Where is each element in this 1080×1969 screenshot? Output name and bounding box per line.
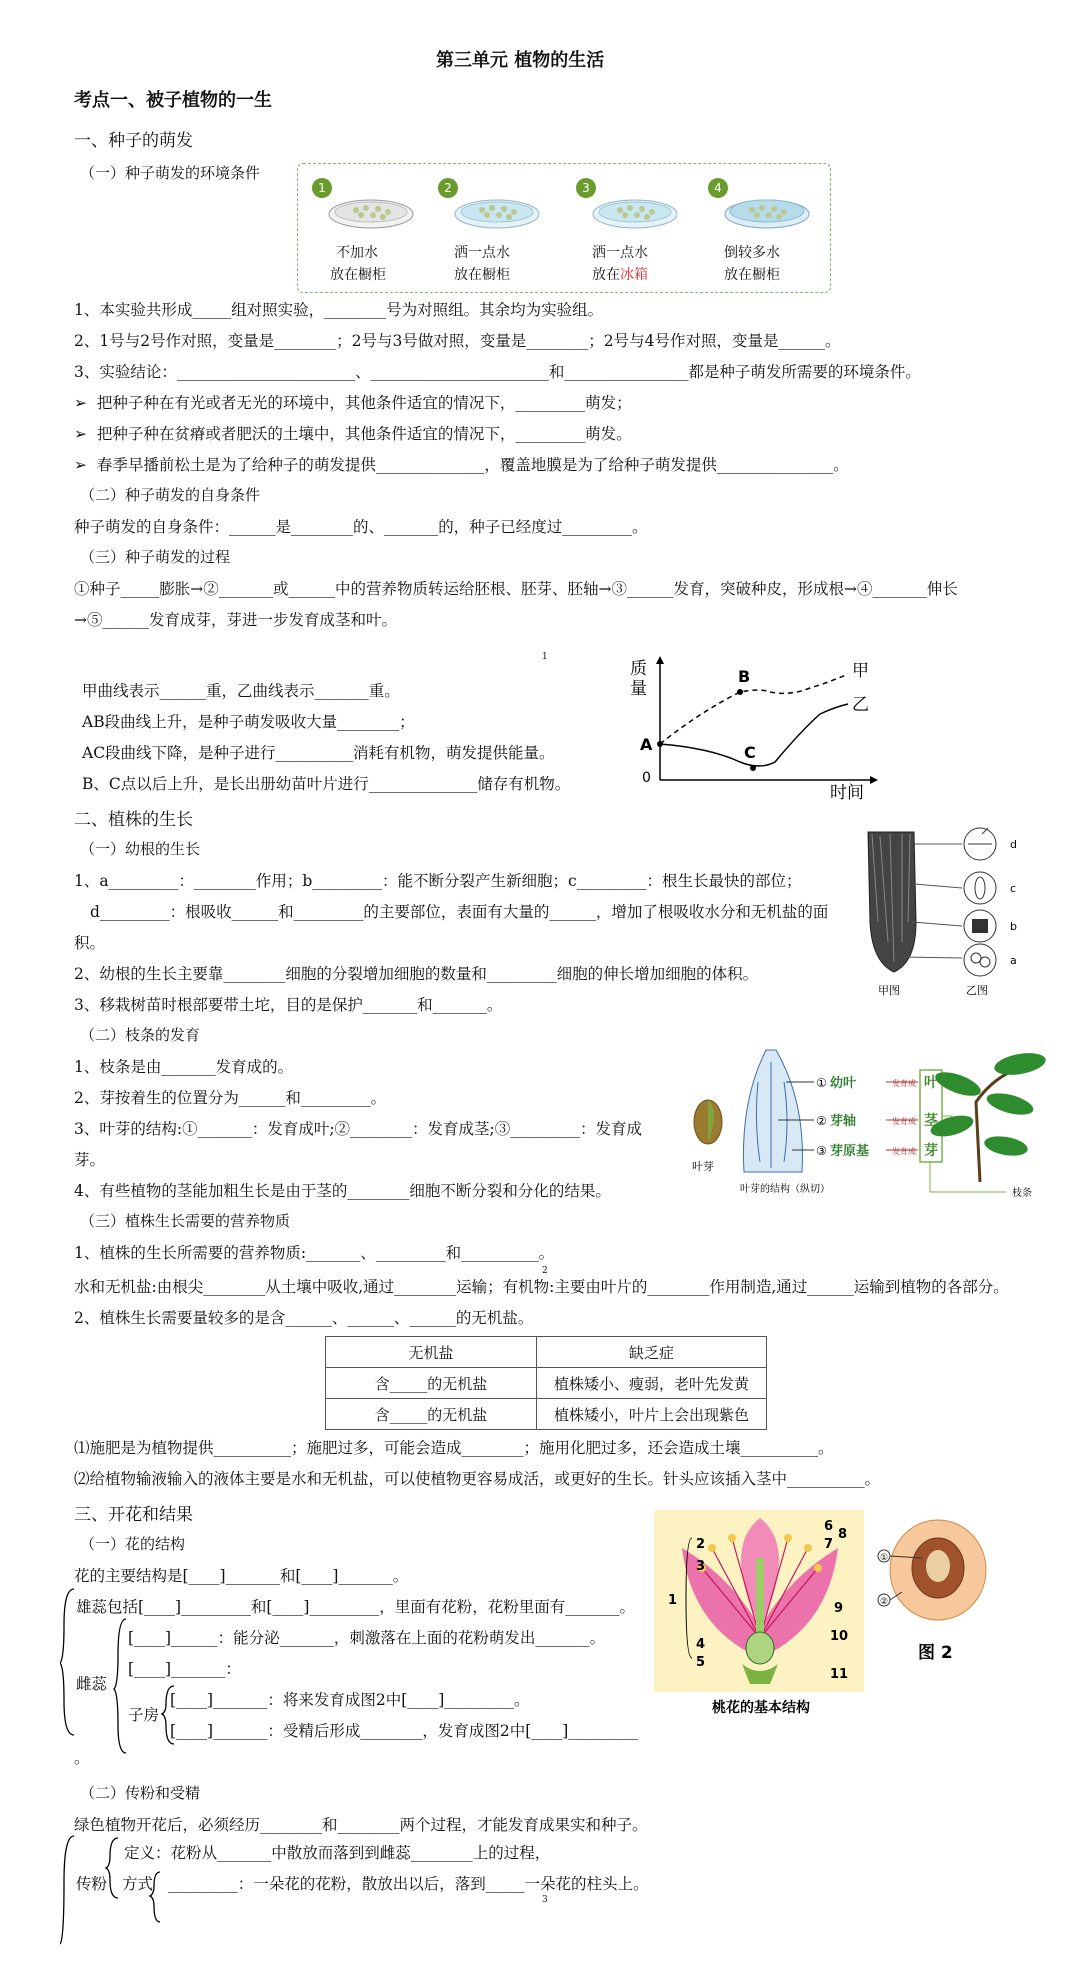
organ-ye: 叶 <box>924 1075 938 1091</box>
bullet-line: ➢ 把种子种在贫瘠或者肥沃的土壤中，其他条件适宜的情况下，_________萌发。 <box>74 425 632 443</box>
text-line: AC段曲线下降，是种子进行__________消耗有机物，萌发提供能量。 <box>82 744 555 762</box>
label-yayuanji: 芽原基 <box>830 1144 870 1159</box>
text-line: [____]_______： <box>128 1660 241 1678</box>
subsection-heading: （二）种子萌发的自身条件 <box>80 486 261 504</box>
pollination-label: 传粉 <box>76 1875 108 1893</box>
leaf-bud-figure <box>680 1042 1058 1200</box>
fig2-caption: 图 2 <box>918 1643 953 1663</box>
subsection-heading: （二）枝条的发育 <box>80 1026 201 1044</box>
curve-jia <box>660 674 848 744</box>
text-line: 1、枝条是由_______发育成的。 <box>74 1058 294 1076</box>
table-row <box>326 1368 767 1399</box>
point-a <box>657 741 663 747</box>
part-label-5: 5 <box>696 1655 706 1670</box>
text-line: 花的主要结构是[____]_______和[____]_______。 <box>74 1567 409 1585</box>
point-c <box>750 765 756 771</box>
text-line: 2、芽按着生的位置分为______和_________。 <box>74 1089 387 1107</box>
table-cell: 植株矮小、瘦弱，老叶先发黄 <box>537 1368 767 1399</box>
table-header-row <box>326 1337 767 1368</box>
num-3: ③ <box>816 1144 827 1158</box>
fridge-highlight: 冰箱 <box>620 267 648 283</box>
dish-condition: 倒较多水 <box>724 245 780 261</box>
dish-4 <box>708 178 826 283</box>
bullet-line: ➢ 把种子种在有光或者无光的环境中，其他条件适宜的情况下，_________萌发； <box>74 394 632 412</box>
root-tip-figure <box>858 822 1038 1000</box>
leaf-bud-label: 叶芽 <box>692 1160 714 1173</box>
table-header: 缺乏症 <box>537 1337 767 1368</box>
flower-caption: 桃花的基本结构 <box>712 1700 810 1716</box>
deficiency-table <box>325 1336 767 1430</box>
label-a: a <box>1010 954 1017 967</box>
bullet-line: ➢ 春季早播前松土是为了给种子的萌发提供______________，覆盖地膜是为了给种子萌发提供_______________。 <box>74 456 849 474</box>
text-line: →⑤______发育成芽，芽进一步发育成茎和叶。 <box>74 611 397 629</box>
text-line: 4、有些植物的茎能加粗生长是由于茎的________细胞不断分裂和分化的结果。 <box>74 1182 611 1200</box>
subsection-heading: （一）花的结构 <box>80 1535 186 1553</box>
arrow-label: 发育成 <box>892 1117 916 1126</box>
peach-flower-figure <box>652 1508 867 1723</box>
method-label: 方式 <box>122 1875 154 1893</box>
page-number: 3 <box>542 1895 548 1905</box>
leaves-icon <box>928 1050 1047 1159</box>
curve-jia-label: 甲 <box>852 661 869 681</box>
curve-yi-label: 乙 <box>852 695 869 715</box>
branch-label: 枝条 <box>1012 1188 1032 1199</box>
text-line: 芽。 <box>74 1151 106 1169</box>
section-heading: 二、植株的生长 <box>74 810 193 830</box>
text-line: [____]_______：受精后形成________，发育成图2中[____]_________ <box>170 1722 639 1740</box>
seed-weight-graph <box>620 652 900 802</box>
text-line: ⑵给植物输液输入的液体主要是水和无机盐，可以使植物更容易成活，或更好的生长。针头应该插入茎中__________。 <box>74 1470 881 1488</box>
subsection-heading: （二）传粉和受精 <box>80 1784 201 1802</box>
label-youye: 幼叶 <box>830 1076 857 1091</box>
bud-caption: 叶芽的结构（纵切） <box>740 1184 830 1195</box>
table-cell: 植株矮小，叶片上会出现紫色 <box>537 1399 767 1430</box>
fruit-part-2: ② <box>880 1597 889 1607</box>
text-line: d_________：根吸收______和_________的主要部位，表面有大量的______，增加了根吸收水分和无机盐的面 <box>90 903 829 921</box>
organ-ya: 芽 <box>924 1143 938 1159</box>
text-line: 定义：花粉从_______中散放而落到到雌蕊________上的过程， <box>124 1844 551 1862</box>
petri-dish-icon <box>590 194 680 230</box>
section-heading: 三、开花和结果 <box>74 1505 193 1525</box>
text-line: 3、叶芽的结构:①_______：发育成叶;②________：发育成茎;③_________：发育成 <box>74 1120 643 1138</box>
part-label-7: 7 <box>824 1537 834 1552</box>
text-line: 1、本实验共形成_____组对照实验，________号为对照组。其余均为实验组。 <box>74 301 604 319</box>
point-c-label: C <box>744 743 756 762</box>
num-2: ② <box>816 1114 827 1128</box>
num-1: ① <box>816 1076 827 1090</box>
arrow-bullet-icon: ➢ <box>74 456 97 474</box>
text-line: _________：一朵花的花粉，散放出以后，落到_____一朵花的柱头上。 <box>168 1875 649 1893</box>
text-line: 2、幼根的生长主要靠________细胞的分裂增加细胞的数量和_________细胞的伸长增加细胞的体积。 <box>74 965 759 983</box>
point-b <box>737 689 743 695</box>
subsection-heading: （三）种子萌发的过程 <box>80 548 231 566</box>
arrow-label: 发育成 <box>892 1147 916 1156</box>
origin-label: 0 <box>642 770 651 786</box>
text-line: B、C点以后上升，是长出册幼苗叶片进行______________储存有机物。 <box>82 775 571 793</box>
part-label-11: 11 <box>830 1667 849 1682</box>
petri-dish-icon <box>722 194 812 230</box>
page-title: 第三单元 植物的生活 <box>436 50 605 71</box>
text-line: 水和无机盐:由根尖________从土壤中吸收,通过________运输；有机物:主要由叶片的________作用制造,通过______运输到植物的各部分。 <box>74 1278 1009 1296</box>
dish-number: 3 <box>576 178 596 198</box>
organ-jing: 茎 <box>924 1113 938 1129</box>
caption-yi: 乙图 <box>966 984 988 997</box>
dish-number: 2 <box>438 178 458 198</box>
dish-location: 放在橱柜 <box>330 267 386 283</box>
section-heading: 一、种子的萌发 <box>74 131 193 151</box>
pistil-label: 雌蕊 <box>76 1675 108 1693</box>
text-line: [____]______：能分泌_______，刺激落在上面的花粉萌发出_______。 <box>128 1629 606 1647</box>
text-line: 1、植株的生长所需要的营养物质:_______、_________和__________。 <box>74 1244 555 1262</box>
dish-3 <box>576 178 694 283</box>
dish-location: 放在橱柜 <box>724 267 780 283</box>
text-line: 2、1号与2号作对照，变量是________；2号与3号做对照，变量是________；2号与4号作对照，变量是______。 <box>74 332 841 350</box>
text-line: 3、移栽树苗时根部要带土坨，目的是保护_______和_______。 <box>74 996 503 1014</box>
dish-location: 放在橱柜 <box>454 267 510 283</box>
text-line: 种子萌发的自身条件：______是________的、_______的，种子已经度过_________。 <box>74 518 648 536</box>
bud-section-drawing <box>743 1050 802 1172</box>
arrow-bullet-icon: ➢ <box>74 425 97 443</box>
fruit-part-1: ① <box>880 1553 889 1563</box>
experiment-figure <box>297 163 831 293</box>
text-line: 1、a_________：________作用；b_________：能不断分裂产生新细胞；c_________：根生长最快的部位； <box>74 872 802 890</box>
dish-condition: 洒一点水 <box>454 245 510 261</box>
label-c: c <box>1010 882 1017 895</box>
text-line: 3、实验结论：_______________________、_______________________和________________都是种子萌发所需要的环境条件。 <box>74 363 921 381</box>
section-heading: 考点一、被子植物的一生 <box>74 90 272 111</box>
part-label-9: 9 <box>834 1601 844 1616</box>
branch-drawing <box>976 1072 1010 1182</box>
fruit-figure <box>872 1508 992 1668</box>
arrow-label: 发育成 <box>892 1079 916 1088</box>
table-header: 无机盐 <box>326 1337 537 1368</box>
arrow-bullet-icon: ➢ <box>74 394 97 412</box>
y-axis-arrow-icon <box>656 656 664 664</box>
x-label: 时间 <box>830 783 864 802</box>
text-line: ⑴施肥是为植物提供__________；施肥过多，可能会造成________；施用化肥过多，还会造成土壤__________。 <box>74 1439 834 1457</box>
dish-2 <box>438 178 556 283</box>
text-line: [____]_______：将来发育成图2中[____]_________。 <box>170 1691 530 1709</box>
part-label-2: 2 <box>696 1537 706 1552</box>
part-label-8: 8 <box>838 1527 848 1542</box>
part-label-10: 10 <box>830 1629 849 1644</box>
x-axis-arrow-icon <box>870 776 878 784</box>
part-label-1: 1 <box>668 1593 678 1608</box>
text-line: 绿色植物开花后，必须经历________和________两个过程，才能发育成果实和种子。 <box>74 1816 648 1834</box>
subsection-heading: （三）植株生长需要的营养物质 <box>80 1212 291 1230</box>
y-label-1: 质 <box>630 659 647 679</box>
point-a-label: A <box>640 735 653 754</box>
dish-number: 1 <box>312 178 332 198</box>
text-line: 积。 <box>74 934 106 952</box>
dish-condition: 洒一点水 <box>592 245 648 261</box>
text-line: AB段曲线上升，是种子萌发吸收大量________； <box>82 713 415 731</box>
subsection-heading: （一）幼根的生长 <box>80 840 201 858</box>
point-b-label: B <box>738 667 751 686</box>
page-number: 2 <box>542 1266 548 1276</box>
text-line: 2、植株生长需要量较多的是含______、______、______的无机盐。 <box>74 1309 534 1327</box>
part-label-3: 3 <box>696 1559 706 1574</box>
text-line: 雄蕊包括[____]_________和[____]_________，里面有花粉，花粉里面有_______。 <box>76 1598 635 1616</box>
page-number: 1 <box>542 652 548 662</box>
dish-1 <box>312 178 430 283</box>
table-cell: 含_____的无机盐 <box>326 1368 537 1399</box>
label-b: b <box>1010 920 1017 933</box>
dish-number: 4 <box>708 178 728 198</box>
text-line: 。 <box>74 1749 90 1767</box>
caption-jia: 甲图 <box>878 984 900 997</box>
subsection-heading: （一）种子萌发的环境条件 <box>80 164 261 182</box>
dish-condition: 不加水 <box>336 245 378 261</box>
table-cell: 含_____的无机盐 <box>326 1399 537 1430</box>
dish-location: 放在冰箱 <box>592 267 648 283</box>
label-yazhou: 芽轴 <box>830 1114 857 1129</box>
label-d: d <box>1010 838 1017 851</box>
ovary-label: 子房 <box>128 1706 160 1724</box>
table-row <box>326 1399 767 1430</box>
part-label-6: 6 <box>824 1519 834 1534</box>
text-line: 甲曲线表示______重，乙曲线表示_______重。 <box>82 682 400 700</box>
petri-dish-icon <box>326 194 416 230</box>
text-line: ①种子_____膨胀→②_______或______中的营养物质转运给胚根、胚芽、胚轴→③______发育，突破种皮，形成根→④_______伸长 <box>74 580 958 598</box>
petri-dish-icon <box>452 194 542 230</box>
y-label-2: 量 <box>630 679 647 699</box>
part-label-4: 4 <box>696 1637 706 1652</box>
